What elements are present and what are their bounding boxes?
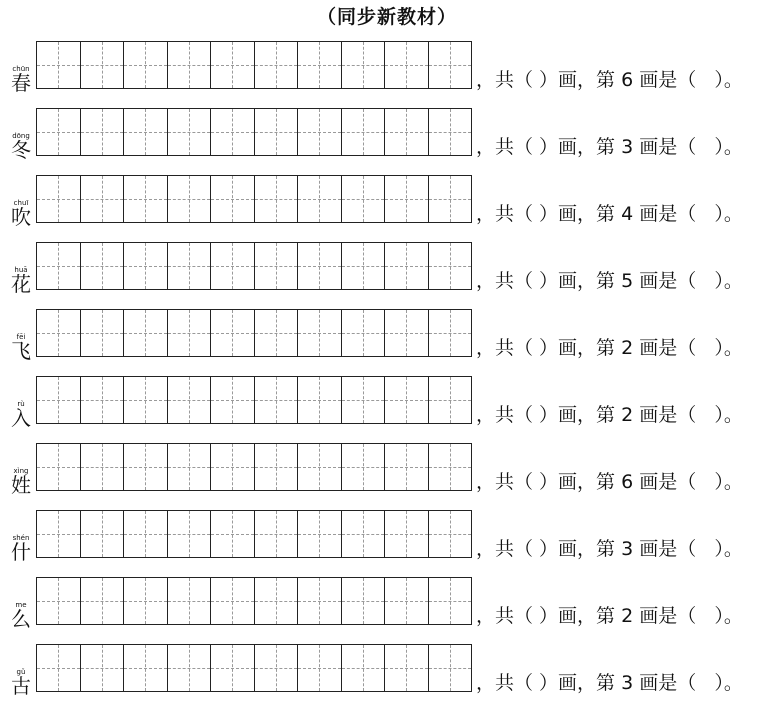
grid-cell[interactable] bbox=[167, 511, 211, 557]
grid-cell[interactable] bbox=[210, 578, 254, 624]
grid-cell[interactable] bbox=[167, 310, 211, 356]
exercise-row bbox=[0, 175, 774, 235]
grid-cell[interactable] bbox=[341, 176, 385, 222]
grid-cell[interactable] bbox=[80, 377, 124, 423]
grid-cell[interactable] bbox=[80, 42, 124, 88]
character-label: 入 bbox=[11, 406, 31, 430]
exercise-row bbox=[0, 510, 774, 570]
grid-cell[interactable] bbox=[80, 578, 124, 624]
grid-cell[interactable] bbox=[210, 109, 254, 155]
grid-cell[interactable] bbox=[254, 645, 298, 691]
grid-cell[interactable] bbox=[123, 109, 167, 155]
exercise-row bbox=[0, 577, 774, 637]
grid-cell[interactable] bbox=[297, 310, 341, 356]
grid-cell[interactable] bbox=[297, 645, 341, 691]
character-label: 飞 bbox=[11, 339, 31, 363]
grid-cell[interactable] bbox=[123, 377, 167, 423]
grid-cell[interactable] bbox=[37, 109, 80, 155]
grid-cell[interactable] bbox=[167, 109, 211, 155]
exercise-row bbox=[0, 644, 774, 704]
grid-cell[interactable] bbox=[341, 645, 385, 691]
grid-cell[interactable] bbox=[428, 42, 472, 88]
grid-cell[interactable] bbox=[37, 42, 80, 88]
grid-cell[interactable] bbox=[210, 176, 254, 222]
character-label: 花 bbox=[11, 272, 31, 296]
grid-cell[interactable] bbox=[37, 377, 80, 423]
character-label: 姓 bbox=[11, 473, 31, 497]
exercise-row bbox=[0, 242, 774, 302]
stroke-question: ，共（ ）画，第 3 画是（ ）。 bbox=[476, 136, 743, 158]
grid-cell[interactable] bbox=[123, 176, 167, 222]
grid-cell[interactable] bbox=[297, 444, 341, 490]
grid-cell[interactable] bbox=[254, 243, 298, 289]
pinyin-label: fēi bbox=[16, 333, 26, 341]
grid-cell[interactable] bbox=[167, 377, 211, 423]
stroke-question: ，共（ ）画，第 5 画是（ ）。 bbox=[476, 270, 743, 292]
grid-cell[interactable] bbox=[254, 310, 298, 356]
grid-cell[interactable] bbox=[384, 109, 428, 155]
writing-grid[interactable] bbox=[36, 376, 472, 424]
grid-cell[interactable] bbox=[210, 310, 254, 356]
grid-cell[interactable] bbox=[428, 310, 472, 356]
writing-grid[interactable] bbox=[36, 175, 472, 223]
page-title: （同步新教材） bbox=[316, 6, 457, 28]
grid-cell[interactable] bbox=[341, 444, 385, 490]
grid-cell[interactable] bbox=[37, 176, 80, 222]
exercise-row bbox=[0, 41, 774, 101]
grid-cell[interactable] bbox=[37, 645, 80, 691]
grid-cell[interactable] bbox=[254, 578, 298, 624]
pinyin-label: xìng bbox=[13, 467, 29, 475]
grid-cell[interactable] bbox=[80, 109, 124, 155]
grid-cell[interactable] bbox=[384, 578, 428, 624]
grid-cell[interactable] bbox=[297, 42, 341, 88]
stroke-question: ，共（ ）画，第 3 画是（ ）。 bbox=[476, 672, 743, 694]
grid-cell[interactable] bbox=[384, 176, 428, 222]
stroke-question: ，共（ ）画，第 3 画是（ ）。 bbox=[476, 538, 743, 560]
grid-cell[interactable] bbox=[123, 444, 167, 490]
grid-cell[interactable] bbox=[341, 310, 385, 356]
pinyin-label: chuī bbox=[13, 199, 29, 207]
grid-cell[interactable] bbox=[80, 243, 124, 289]
grid-cell[interactable] bbox=[123, 42, 167, 88]
grid-cell[interactable] bbox=[254, 377, 298, 423]
stroke-question: ，共（ ）画，第 2 画是（ ）。 bbox=[476, 605, 743, 627]
writing-grid[interactable] bbox=[36, 644, 472, 692]
grid-cell[interactable] bbox=[297, 578, 341, 624]
exercise-row bbox=[0, 309, 774, 369]
stroke-question: ，共（ ）画，第 2 画是（ ）。 bbox=[476, 337, 743, 359]
grid-cell[interactable] bbox=[123, 243, 167, 289]
exercise-row bbox=[0, 443, 774, 503]
pinyin-label: huā bbox=[14, 266, 28, 274]
grid-cell[interactable] bbox=[167, 444, 211, 490]
grid-cell[interactable] bbox=[428, 243, 472, 289]
grid-cell[interactable] bbox=[341, 42, 385, 88]
grid-cell[interactable] bbox=[37, 578, 80, 624]
grid-cell[interactable] bbox=[384, 377, 428, 423]
pinyin-label: gǔ bbox=[16, 668, 26, 676]
grid-cell[interactable] bbox=[384, 42, 428, 88]
grid-cell[interactable] bbox=[254, 511, 298, 557]
grid-cell[interactable] bbox=[210, 377, 254, 423]
grid-cell[interactable] bbox=[254, 176, 298, 222]
grid-cell[interactable] bbox=[384, 310, 428, 356]
grid-cell[interactable] bbox=[37, 243, 80, 289]
grid-cell[interactable] bbox=[297, 377, 341, 423]
writing-grid[interactable] bbox=[36, 41, 472, 89]
character-label: 冬 bbox=[11, 138, 31, 162]
character-label: 古 bbox=[11, 674, 31, 698]
grid-cell[interactable] bbox=[297, 109, 341, 155]
grid-cell[interactable] bbox=[254, 444, 298, 490]
writing-grid[interactable] bbox=[36, 510, 472, 558]
grid-cell[interactable] bbox=[167, 42, 211, 88]
grid-cell[interactable] bbox=[341, 578, 385, 624]
pinyin-label: dōng bbox=[12, 132, 30, 140]
grid-cell[interactable] bbox=[123, 645, 167, 691]
character-label: 吹 bbox=[11, 205, 31, 229]
grid-cell[interactable] bbox=[297, 243, 341, 289]
grid-cell[interactable] bbox=[428, 444, 472, 490]
grid-cell[interactable] bbox=[210, 444, 254, 490]
stroke-question: ，共（ ）画，第 6 画是（ ）。 bbox=[476, 69, 743, 91]
stroke-question: ，共（ ）画，第 6 画是（ ）。 bbox=[476, 471, 743, 493]
grid-cell[interactable] bbox=[384, 444, 428, 490]
exercise-row bbox=[0, 108, 774, 168]
grid-cell[interactable] bbox=[210, 645, 254, 691]
pinyin-label: rù bbox=[17, 400, 25, 408]
grid-cell[interactable] bbox=[80, 511, 124, 557]
grid-cell[interactable] bbox=[341, 109, 385, 155]
grid-cell[interactable] bbox=[123, 310, 167, 356]
grid-cell[interactable] bbox=[37, 511, 80, 557]
grid-cell[interactable] bbox=[428, 511, 472, 557]
grid-cell[interactable] bbox=[37, 444, 80, 490]
grid-cell[interactable] bbox=[167, 176, 211, 222]
writing-grid[interactable] bbox=[36, 108, 472, 156]
grid-cell[interactable] bbox=[428, 176, 472, 222]
pinyin-label: me bbox=[15, 601, 27, 609]
stroke-question: ，共（ ）画，第 4 画是（ ）。 bbox=[476, 203, 743, 225]
pinyin-label: shén bbox=[12, 534, 30, 542]
grid-cell[interactable] bbox=[167, 645, 211, 691]
grid-cell[interactable] bbox=[210, 243, 254, 289]
grid-cell[interactable] bbox=[123, 511, 167, 557]
grid-cell[interactable] bbox=[210, 511, 254, 557]
grid-cell[interactable] bbox=[80, 310, 124, 356]
grid-cell[interactable] bbox=[80, 444, 124, 490]
grid-cell[interactable] bbox=[297, 511, 341, 557]
character-label: 什 bbox=[11, 540, 31, 564]
writing-grid[interactable] bbox=[36, 242, 472, 290]
grid-cell[interactable] bbox=[80, 645, 124, 691]
grid-cell[interactable] bbox=[123, 578, 167, 624]
grid-cell[interactable] bbox=[384, 243, 428, 289]
stroke-question: ，共（ ）画，第 2 画是（ ）。 bbox=[476, 404, 743, 426]
grid-cell[interactable] bbox=[80, 176, 124, 222]
grid-cell[interactable] bbox=[428, 109, 472, 155]
pinyin-label: chūn bbox=[12, 65, 30, 73]
grid-cell[interactable] bbox=[167, 243, 211, 289]
grid-cell[interactable] bbox=[37, 310, 80, 356]
writing-grid[interactable] bbox=[36, 443, 472, 491]
grid-cell[interactable] bbox=[167, 578, 211, 624]
grid-cell[interactable] bbox=[428, 377, 472, 423]
grid-cell[interactable] bbox=[341, 377, 385, 423]
grid-cell[interactable] bbox=[341, 243, 385, 289]
writing-grid[interactable] bbox=[36, 577, 472, 625]
exercise-row bbox=[0, 376, 774, 436]
character-label: 么 bbox=[11, 607, 31, 631]
grid-cell[interactable] bbox=[384, 645, 428, 691]
grid-cell[interactable] bbox=[210, 42, 254, 88]
writing-grid[interactable] bbox=[36, 309, 472, 357]
grid-cell[interactable] bbox=[341, 511, 385, 557]
grid-cell[interactable] bbox=[384, 511, 428, 557]
grid-cell[interactable] bbox=[428, 578, 472, 624]
grid-cell[interactable] bbox=[254, 42, 298, 88]
grid-cell[interactable] bbox=[428, 645, 472, 691]
character-label: 春 bbox=[11, 71, 31, 95]
grid-cell[interactable] bbox=[297, 176, 341, 222]
grid-cell[interactable] bbox=[254, 109, 298, 155]
